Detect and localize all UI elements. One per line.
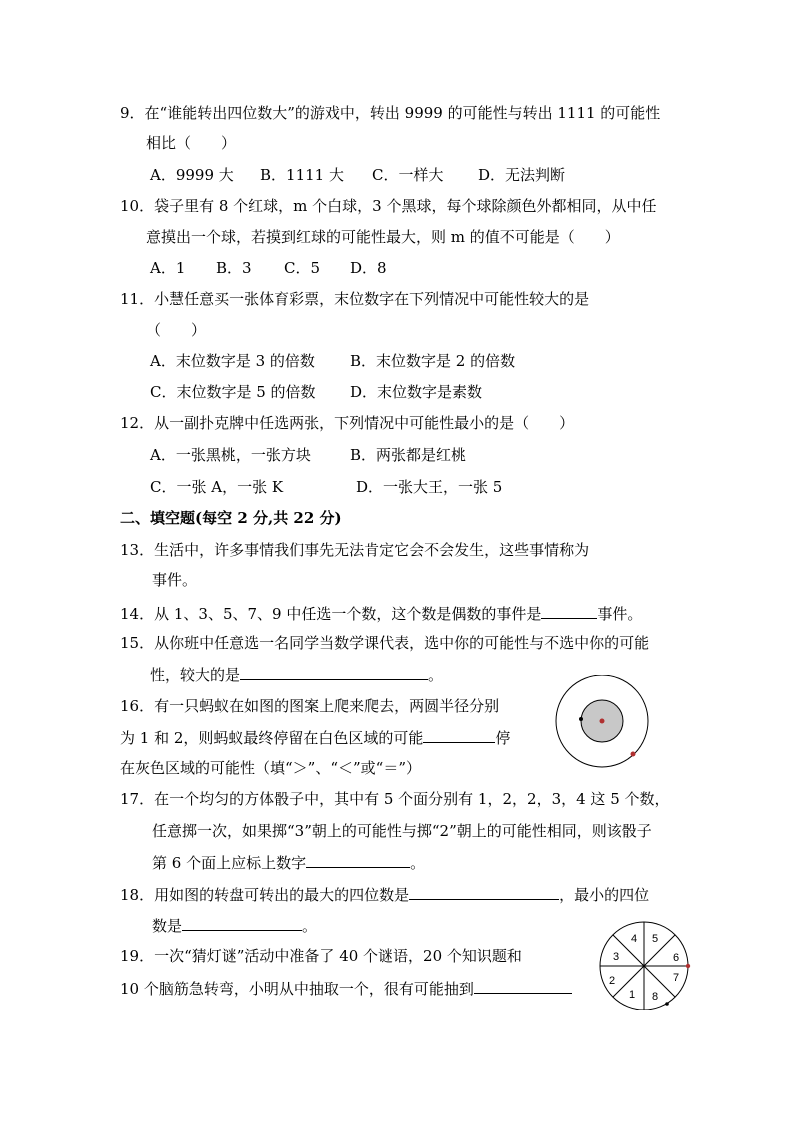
q15-blank[interactable] bbox=[240, 664, 428, 680]
q18-line-1 bbox=[120, 884, 649, 905]
q18-text-d: 。 bbox=[302, 917, 318, 935]
q10-line-1: 10．袋子里有 8 个红球，m 个白球，3 个黑球，每个球除颜色外都相同，从中任 bbox=[120, 197, 657, 215]
q14-line bbox=[120, 603, 642, 624]
spinner-label: 7 bbox=[672, 972, 680, 984]
q17-line-3 bbox=[152, 852, 425, 873]
spinner-label: 8 bbox=[651, 991, 659, 1003]
q19-text-a: 10 个脑筋急转弯，小明从中抽取一个，很有可能抽到 bbox=[120, 980, 474, 998]
spinner-edge-dot bbox=[665, 1002, 669, 1006]
q17-blank[interactable] bbox=[306, 852, 410, 868]
q19-blank[interactable] bbox=[474, 978, 572, 994]
spinner-edge-dot bbox=[686, 964, 690, 968]
q9-option-d: D．无法判断 bbox=[478, 166, 566, 184]
section-heading: 二、填空题(每空 2 分,共 22 分) bbox=[120, 509, 342, 527]
q10-option-b: B．3 bbox=[216, 259, 252, 277]
q16-text-a: 为 1 和 2，则蚂蚁最终停留在白色区域的可能 bbox=[120, 729, 424, 747]
q9-option-c: C．一样大 bbox=[372, 166, 444, 184]
q15-text-b: 。 bbox=[428, 666, 444, 684]
q18-text-a: 18．用如图的转盘可转出的最大的四位数是 bbox=[120, 886, 410, 904]
q15-text-a: 性，较大的是 bbox=[150, 666, 241, 684]
q9-line-2: 相比（ ） bbox=[146, 134, 237, 152]
q14-text-b: 事件。 bbox=[597, 605, 643, 623]
q11-option-c: C．末位数字是 5 的倍数 bbox=[150, 383, 316, 401]
q9-option-a: A．9999 大 bbox=[150, 166, 234, 184]
q12-line-1: 12．从一副扑克牌中任选两张，下列情况中可能性最小的是（ ） bbox=[120, 414, 575, 432]
q10-option-a: A．1 bbox=[150, 259, 186, 277]
q16-line-3: 在灰色区域的可能性（填“＞”、“＜”或“＝”） bbox=[120, 759, 422, 777]
q11-option-a: A．末位数字是 3 的倍数 bbox=[150, 352, 315, 370]
q17-line-2: 任意掷一次，如果掷“3”朝上的可能性与掷“2”朝上的可能性相同，则该骰子 bbox=[152, 822, 652, 840]
q10-option-d: D．8 bbox=[350, 259, 387, 277]
q11-option-b: B．末位数字是 2 的倍数 bbox=[350, 352, 516, 370]
q13-line-2: 事件。 bbox=[152, 571, 198, 589]
q15-line-2 bbox=[150, 664, 443, 685]
spinner-label: 2 bbox=[608, 975, 616, 987]
spinner-label: 5 bbox=[651, 933, 659, 945]
q18-text-c: 数是 bbox=[152, 917, 183, 935]
q9-option-b: B．1111 大 bbox=[260, 166, 344, 184]
q13-line-1: 13．生活中，许多事情我们事先无法肯定它会不会发生，这些事情称为 bbox=[120, 541, 590, 559]
q19-line-2 bbox=[120, 978, 572, 999]
spinner-label: 1 bbox=[628, 989, 636, 1001]
concentric-circles-figure bbox=[552, 675, 652, 775]
q16-line-2 bbox=[120, 727, 510, 748]
spinner-label: 4 bbox=[630, 933, 638, 945]
q17-text-a: 第 6 个面上应标上数字 bbox=[152, 854, 307, 872]
outer-edge-dot bbox=[631, 752, 636, 757]
q18-blank-min[interactable] bbox=[182, 915, 302, 931]
inner-edge-dot bbox=[579, 717, 583, 721]
q17-text-b: 。 bbox=[410, 854, 426, 872]
q18-blank-max[interactable] bbox=[409, 884, 559, 900]
spinner-label: 3 bbox=[612, 951, 620, 963]
q18-text-b: ，最小的四位 bbox=[559, 886, 650, 904]
q14-text-a: 14．从 1、3、5、7、9 中任选一个数，这个数是偶数的事件是 bbox=[120, 605, 542, 623]
center-dot bbox=[600, 719, 605, 724]
q12-option-b: B．两张都是红桃 bbox=[350, 446, 467, 464]
q10-line-2: 意摸出一个球，若摸到红球的可能性最大，则 m 的值不可能是（ ） bbox=[146, 228, 620, 246]
q17-line-1: 17．在一个均匀的方体骰子中，其中有 5 个面分别有 1，2，2，3，4 这 5 个数， bbox=[120, 790, 670, 808]
q16-text-b: 停 bbox=[495, 729, 511, 747]
q15-line-1: 15．从你班中任意选一名同学当数学课代表，选中你的可能性与不选中你的可能 bbox=[120, 634, 650, 652]
q14-blank[interactable] bbox=[541, 603, 597, 619]
q19-line-1: 19．一次“猜灯谜”活动中准备了 40 个谜语，20 个知识题和 bbox=[120, 947, 522, 965]
q12-option-c: C．一张 A，一张 K bbox=[150, 478, 284, 496]
q12-option-a: A．一张黑桃，一张方块 bbox=[150, 446, 311, 464]
q10-option-c: C．5 bbox=[284, 259, 321, 277]
q11-line-2: （ ） bbox=[146, 321, 207, 339]
q16-line-1: 16．有一只蚂蚁在如图的图案上爬来爬去，两圆半径分别 bbox=[120, 697, 500, 715]
q16-blank[interactable] bbox=[423, 727, 495, 743]
q11-line-1: 11．小慧任意买一张体育彩票，末位数字在下列情况中可能性较大的是 bbox=[120, 290, 590, 308]
spinner-label: 6 bbox=[672, 952, 680, 964]
q18-line-2 bbox=[152, 915, 317, 936]
q9-line-1: 9．在“谁能转出四位数大”的游戏中，转出 9999 的可能性与转出 1111 的可能性 bbox=[120, 104, 661, 122]
q11-option-d: D．末位数字是素数 bbox=[350, 383, 483, 401]
spinner-figure bbox=[594, 920, 694, 1010]
q12-option-d: D．一张大王，一张 5 bbox=[356, 478, 503, 496]
